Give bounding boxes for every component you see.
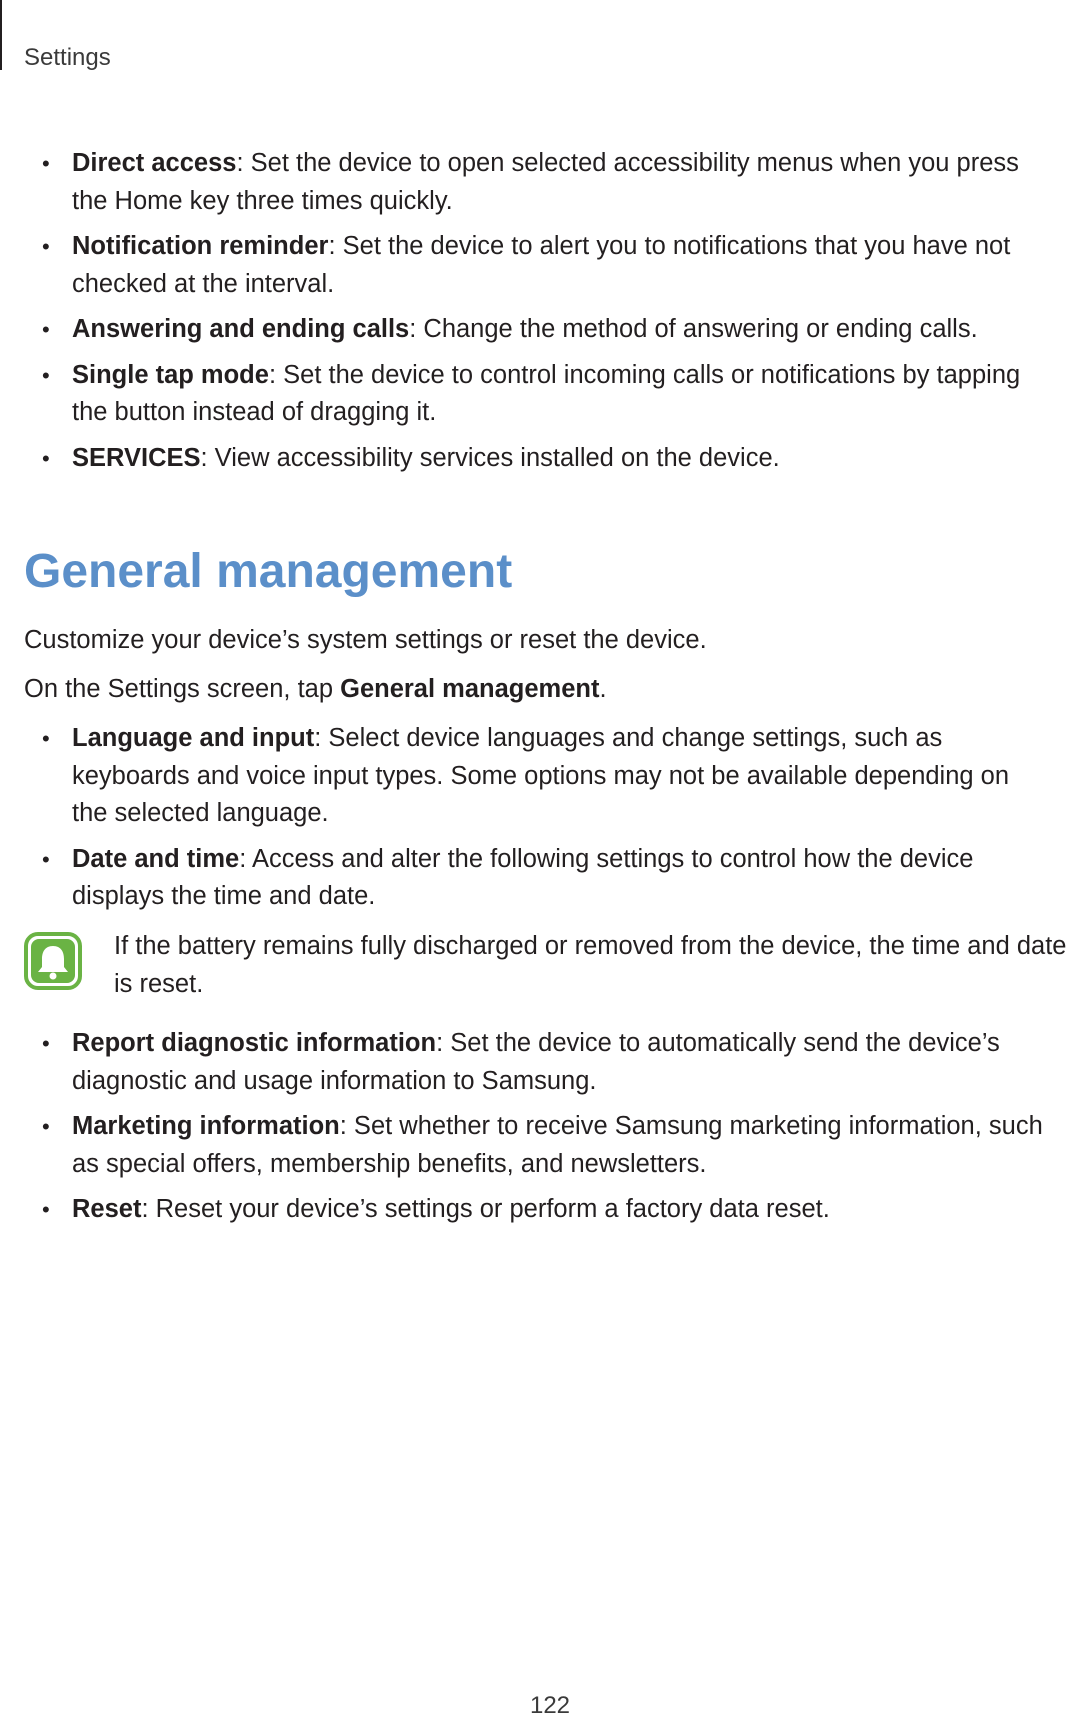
list-item	[0, 440, 1069, 478]
list-item	[0, 1025, 1069, 1100]
page-number: 122	[529, 1692, 571, 1719]
bullet: •	[42, 846, 50, 872]
item-description: : Access and alter the following settings to control how the device displays the time and date.	[72, 844, 974, 910]
item-term: Report diagnostic information	[72, 1029, 437, 1057]
bullet: •	[42, 1197, 50, 1222]
navigation-instruction	[24, 671, 607, 709]
item-term: Marketing information	[72, 1112, 340, 1140]
general-management-list-bottom	[0, 1025, 1069, 1237]
accessibility-options-list	[0, 145, 1069, 485]
nav-prefix: On the Settings screen, tap	[24, 675, 341, 703]
item-term: Answering and ending calls	[72, 315, 410, 343]
list-item	[0, 1108, 1069, 1183]
item-term: SERVICES	[72, 443, 201, 472]
item-description: : Reset your device’s settings or perform a factory data reset.	[141, 1195, 830, 1223]
general-management-list-top	[0, 720, 1069, 924]
item-term: Language and input	[72, 724, 315, 752]
bullet: •	[42, 445, 50, 471]
item-term: Direct access	[72, 149, 237, 177]
nav-target: General management	[340, 675, 600, 703]
list-item	[0, 145, 1069, 220]
item-description: : Change the method of answering or ending calls.	[409, 315, 978, 343]
item-term: Reset	[72, 1195, 142, 1223]
bullet: •	[42, 726, 50, 751]
list-item	[0, 841, 1069, 916]
item-description: : Set the device to alert you to notifications that you have not checked at the interval.	[72, 232, 1011, 298]
item-term: Notification reminder	[72, 232, 329, 260]
page-header-title: Settings	[24, 44, 111, 71]
bullet: •	[42, 151, 50, 176]
note-box	[24, 928, 1069, 1008]
bullet: •	[42, 234, 50, 259]
item-description: : Select device languages and change settings, such as keyboards and voice input types. Some options may not be available depending on the selected language.	[72, 724, 1010, 827]
bullet: •	[42, 317, 50, 342]
item-description: : Set the device to control incoming calls or notifications by tapping the button instead of dragging it.	[72, 360, 1021, 426]
list-item	[0, 357, 1069, 432]
list-item	[0, 720, 1069, 833]
list-item	[0, 1191, 1069, 1229]
item-term: Date and time	[72, 844, 240, 873]
item-description: : Set the device to automatically send the device’s diagnostic and usage information to Samsung.	[72, 1029, 1000, 1095]
list-item	[0, 228, 1069, 303]
section-intro: Customize your device’s system settings or reset the device.	[24, 626, 707, 654]
note-text: If the battery remains fully discharged or removed from the device, the time and date is reset.	[114, 932, 1067, 998]
bell-notice-icon	[24, 932, 82, 990]
header-rule	[0, 0, 2, 70]
item-description: : Set whether to receive Samsung marketing information, such as special offers, membership benefits, and newsletters.	[72, 1112, 1043, 1178]
list-item	[0, 311, 1069, 349]
item-description: : View accessibility services installed on the device.	[200, 443, 780, 472]
bullet: •	[42, 1114, 50, 1139]
bullet: •	[42, 1031, 50, 1056]
section-heading: General management	[24, 545, 513, 598]
item-term: Single tap mode	[72, 360, 269, 389]
item-description: : Set the device to open selected accessibility menus when you press the Home key three times quickly.	[72, 149, 1019, 215]
nav-suffix: .	[599, 675, 607, 703]
bullet: •	[42, 362, 50, 388]
